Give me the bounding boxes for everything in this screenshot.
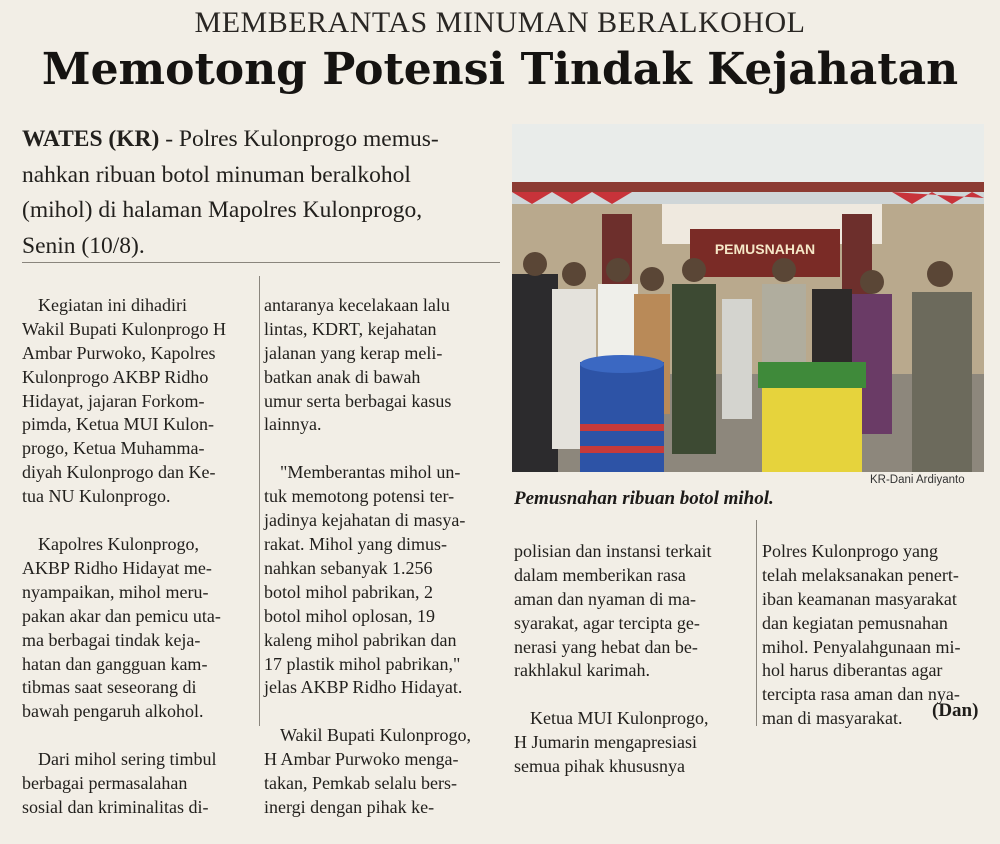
- paragraph: antaranya kecelakaan lalu lintas, KDRT, kejahatan jalanan yang kerap meli- batkan anak di bawah umur serta berbagai kasus lainnya.: [264, 294, 452, 435]
- article-column-2: [264, 270, 496, 844]
- lead-text: - Polres Kulonprogo memus- nahkan ribuan botol minuman beralkohol (mihol) di halaman Mapolres Kulonprogo, Senin (10/8).: [22, 126, 439, 259]
- separator-rule: [22, 262, 500, 263]
- article-column-1: [22, 270, 254, 844]
- news-photo-illustration: [512, 124, 984, 472]
- photo-caption: Pemusnahan ribuan botol mihol.: [514, 488, 774, 509]
- article-headline: Memotong Potensi Tindak Kejahatan: [41, 44, 959, 95]
- article-kicker: MEMBERANTAS MINUMAN BERALKOHOL: [194, 6, 806, 39]
- dateline: WATES (KR): [22, 126, 160, 152]
- paragraph: Dari mihol sering timbul berbagai permasalahan sosial dan kriminalitas di-: [22, 749, 217, 817]
- paragraph: Ketua MUI Kulonprogo, H Jumarin mengapresiasi semua pihak khususnya: [514, 708, 709, 777]
- article-lead: [22, 122, 502, 264]
- photo-sign-text: PEMUSNAHAN: [714, 241, 816, 257]
- paragraph: polisian dan instansi terkait dalam memberikan rasa aman dan nyaman di ma- syarakat, agar tercipta ge- nerasi yang hebat dan be- rakhlakul karimah.: [514, 540, 712, 681]
- paragraph: Wakil Bupati Kulonprogo, H Ambar Purwoko menga- takan, Pemkab selalu bers- inergi dengan pihak ke-: [264, 725, 472, 817]
- column-divider: [259, 276, 260, 726]
- paragraph: Kegiatan ini dihadiri Wakil Bupati Kulonprogo H Ambar Purwoko, Kapolres Kulonprogo AKBP Ridho Hidayat, jajaran Forkom- pimda, Ketua MUI Kulon- progo, Ketua Muhamma- diyah Kulonprogo dan Ke- tua NU Kulonprogo.: [22, 294, 227, 507]
- paragraph: Kapolres Kulonprogo, AKBP Ridho Hidayat me- nyampaikan, mihol meru- pakan akar dan pemicu uta- ma berbagai tindak keja- hatan dan gangguan kam- tibmas saat seseorang di bawah pengaruh alkohol.: [22, 533, 221, 722]
- article-column-3: [514, 516, 746, 803]
- author-signoff: (Dan): [932, 700, 979, 721]
- paragraph: Polres Kulonprogo yang telah melaksanakan penert- iban keamanan masyarakat dan kegiatan pemusnahan mihol. Penyalahgunaan mi- hol harus diberantas agar tercipta rasa aman dan nya- man di masyarakat.: [762, 540, 961, 729]
- photo-credit: KR-Dani Ardiyanto: [870, 474, 965, 486]
- column-divider: [756, 520, 757, 726]
- paragraph: "Memberantas mihol un- tuk memotong potensi ter- jadinya kejahatan di masya- rakat. Mihol yang dimus- nahkan sebanyak 1.256 botol mihol pabrikan, 2 botol mihol oplosan, 19 kaleng mihol pabrikan dan 17 plastik mihol pabrikan," jelas AKBP Ridho Hidayat.: [264, 462, 466, 698]
- news-photo: [512, 124, 984, 472]
